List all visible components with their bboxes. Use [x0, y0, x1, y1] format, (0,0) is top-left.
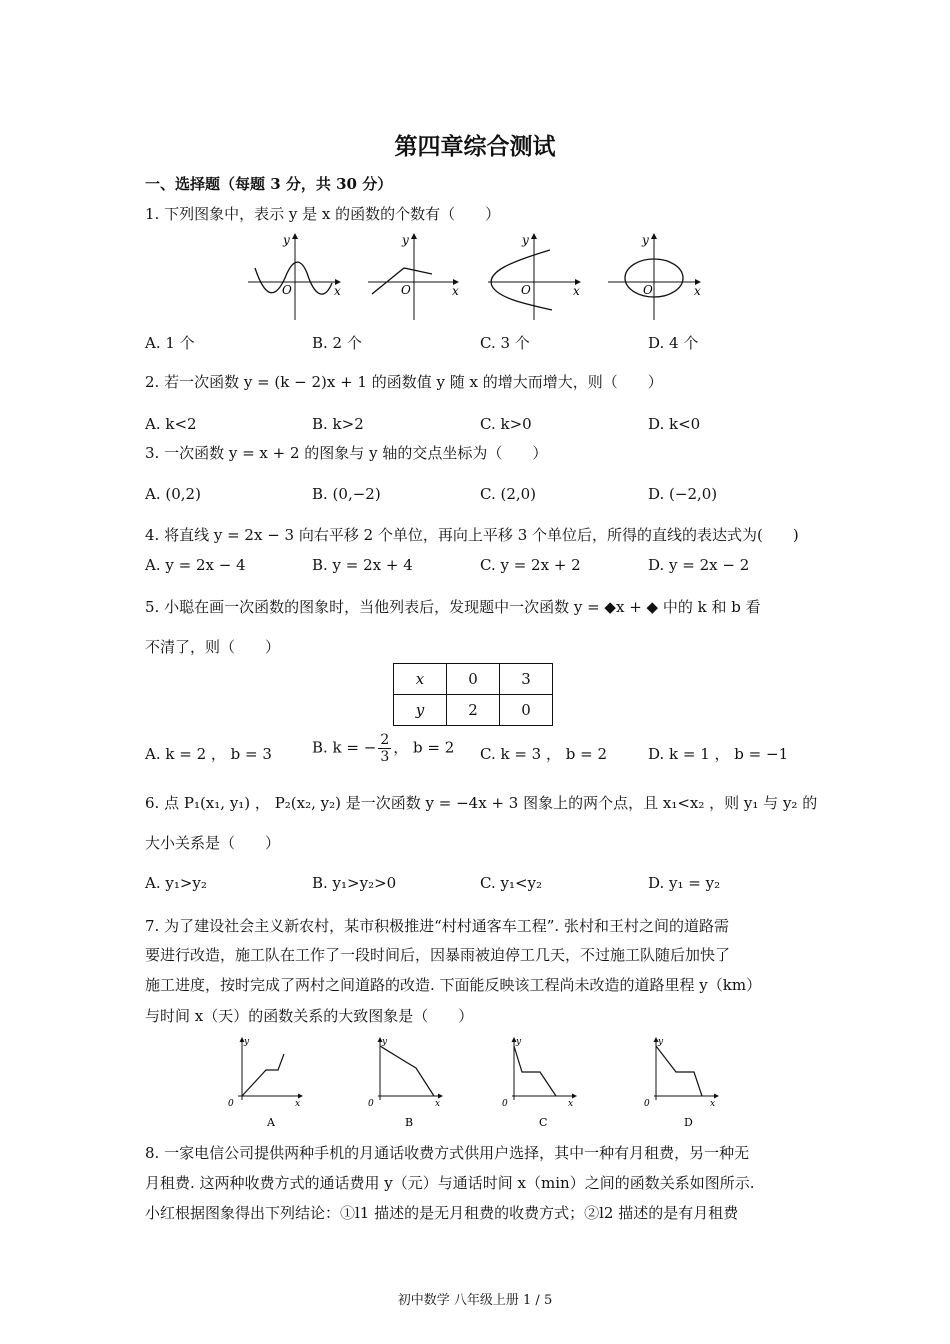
- svg-text:x: x: [435, 1099, 441, 1109]
- section-heading: 一、选择题（每题 3 分，共 30 分）: [145, 175, 393, 193]
- q5-option-b[interactable]: B. k = − $\frac{2}{3}$ ， b = 2: [312, 732, 455, 765]
- q1-option-c[interactable]: C. 3 个: [480, 334, 530, 352]
- q2-option-b[interactable]: B. k>2: [312, 415, 364, 433]
- table-cell: y: [394, 695, 447, 726]
- question-6-stem-line-1: 6. 点 P₁(x₁, y₁) ， P₂(x₂, y₂) 是一次函数 y = −4x + 3 图象上的两个点，且 x₁<x₂ ，则 y₁ 与 y₂ 的: [145, 794, 818, 812]
- q2-option-d[interactable]: D. k<0: [648, 415, 701, 433]
- svg-text:O: O: [521, 283, 531, 297]
- question-5-stem-line-1: 5. 小聪在画一次函数的图象时，当他列表后，发现题中一次函数 y = ◆x + ◆ 中的 k 和 b 看: [145, 598, 761, 616]
- q1-option-b[interactable]: B. 2 个: [312, 334, 362, 352]
- table-cell: 0: [500, 695, 553, 726]
- q1-graph-3: [488, 233, 580, 320]
- svg-text:y: y: [658, 1037, 664, 1047]
- q7-graph-d[interactable]: [644, 1037, 718, 1129]
- svg-text:y: y: [402, 233, 409, 247]
- q1-graphs: [240, 228, 720, 324]
- svg-text:y: y: [382, 1037, 388, 1047]
- svg-text:C: C: [539, 1116, 548, 1129]
- table-row: [394, 695, 553, 726]
- question-7-line-3: 施工进度，按时完成了两村之间道路的改造. 下面能反映该工程尚未改造的道路里程 y（km）: [145, 976, 762, 994]
- page-footer: 初中数学 八年级上册 1 / 5: [397, 1293, 553, 1308]
- svg-text:x: x: [694, 284, 701, 298]
- svg-text:0: 0: [368, 1099, 374, 1109]
- q6-option-d[interactable]: D. y₁ = y₂: [648, 874, 721, 892]
- q2-option-c[interactable]: C. k>0: [480, 415, 532, 433]
- q1-graph-4: [608, 233, 701, 320]
- svg-text:D: D: [684, 1116, 693, 1129]
- svg-text:0: 0: [502, 1099, 508, 1109]
- q4-option-a[interactable]: A. y = 2x − 4: [145, 556, 246, 574]
- question-4-stem: 4. 将直线 y = 2x − 3 向右平移 2 个单位，再向上平移 3 个单位后，所得的直线的表达式为( ): [145, 526, 799, 544]
- q5-value-table: [393, 663, 553, 726]
- question-8-line-1: 8. 一家电信公司提供两种手机的月通话收费方式供用户选择，其中一种有月租费，另一种无: [145, 1144, 750, 1162]
- table-cell: 0: [447, 664, 500, 695]
- table-row: [394, 664, 553, 695]
- q5-option-a[interactable]: A. k = 2 ， b = 3: [145, 745, 272, 763]
- question-6-stem-line-2: 大小关系是（ ）: [145, 834, 281, 852]
- question-8-line-2: 月租费. 这两种收费方式的通话费用 y（元）与通话时间 x（min）之间的函数关系如图所示.: [145, 1174, 755, 1192]
- q6-option-c[interactable]: C. y₁<y₂: [480, 874, 543, 892]
- q1-option-a[interactable]: A. 1 个: [145, 334, 195, 352]
- q5-option-d[interactable]: D. k = 1 ， b = −1: [648, 745, 789, 763]
- q7-graph-c[interactable]: [502, 1037, 576, 1129]
- table-cell: x: [394, 664, 447, 695]
- svg-text:y: y: [283, 233, 290, 247]
- q1-option-d[interactable]: D. 4 个: [648, 334, 699, 352]
- q1-graph-1: [248, 233, 341, 320]
- svg-text:x: x: [573, 284, 580, 298]
- q7-graph-b[interactable]: [368, 1037, 442, 1129]
- table-cell: 3: [500, 664, 553, 695]
- question-2-stem: 2. 若一次函数 y = (k − 2)x + 1 的函数值 y 随 x 的增大而增大，则（ ）: [145, 373, 663, 391]
- q2-option-a[interactable]: A. k<2: [145, 415, 197, 433]
- svg-text:y: y: [516, 1037, 522, 1047]
- q6-option-a[interactable]: A. y₁>y₂: [145, 874, 207, 892]
- svg-text:x: x: [334, 284, 341, 298]
- question-8-line-3: 小红根据图象得出下列结论：①l1 描述的是无月租费的收费方式；②l2 描述的是有月租费: [145, 1204, 739, 1222]
- q7-graphs: [222, 1034, 722, 1130]
- question-7-line-4: 与时间 x（天）的函数关系的大致图象是（ ）: [145, 1007, 474, 1025]
- svg-text:O: O: [282, 283, 292, 297]
- table-cell: 2: [447, 695, 500, 726]
- q3-option-b[interactable]: B. (0,−2): [312, 485, 381, 503]
- fraction: $\frac{2}{3}$: [380, 732, 390, 765]
- svg-text:x: x: [710, 1099, 716, 1109]
- question-1-stem: 1. 下列图象中，表示 y 是 x 的函数的个数有（ ）: [145, 205, 501, 223]
- q4-option-b[interactable]: B. y = 2x + 4: [312, 556, 413, 574]
- svg-text:0: 0: [228, 1099, 234, 1109]
- page-title: 第四章综合测试: [394, 133, 556, 160]
- q7-graph-a[interactable]: [228, 1037, 302, 1129]
- svg-text:x: x: [452, 284, 459, 298]
- q3-option-a[interactable]: A. (0,2): [145, 485, 201, 503]
- svg-text:A: A: [267, 1116, 275, 1129]
- svg-text:x: x: [295, 1099, 301, 1109]
- q1-graph-2: [368, 233, 459, 320]
- question-7-line-2: 要进行改造，施工队在工作了一段时间后，因暴雨被迫停工几天，不过施工队随后加快了: [145, 946, 731, 964]
- svg-text:0: 0: [644, 1099, 650, 1109]
- svg-text:y: y: [522, 233, 529, 247]
- question-3-stem: 3. 一次函数 y = x + 2 的图象与 y 轴的交点坐标为（ ）: [145, 444, 548, 462]
- svg-text:x: x: [568, 1099, 574, 1109]
- svg-text:B: B: [405, 1116, 414, 1129]
- svg-text:y: y: [244, 1037, 250, 1047]
- svg-text:y: y: [642, 233, 649, 247]
- q4-option-c[interactable]: C. y = 2x + 2: [480, 556, 581, 574]
- svg-text:O: O: [401, 283, 411, 297]
- q5-option-c[interactable]: C. k = 3 ， b = 2: [480, 745, 608, 763]
- question-7-line-1: 7. 为了建设社会主义新农村，某市积极推进“村村通客车工程”. 张村和王村之间的道路需: [145, 917, 729, 935]
- q6-option-b[interactable]: B. y₁>y₂>0: [312, 874, 397, 892]
- svg-text:O: O: [643, 283, 653, 297]
- q3-option-c[interactable]: C. (2,0): [480, 485, 537, 503]
- question-5-stem-line-2: 不清了，则（ ）: [145, 638, 281, 656]
- q3-option-d[interactable]: D. (−2,0): [648, 485, 718, 503]
- q4-option-d[interactable]: D. y = 2x − 2: [648, 556, 750, 574]
